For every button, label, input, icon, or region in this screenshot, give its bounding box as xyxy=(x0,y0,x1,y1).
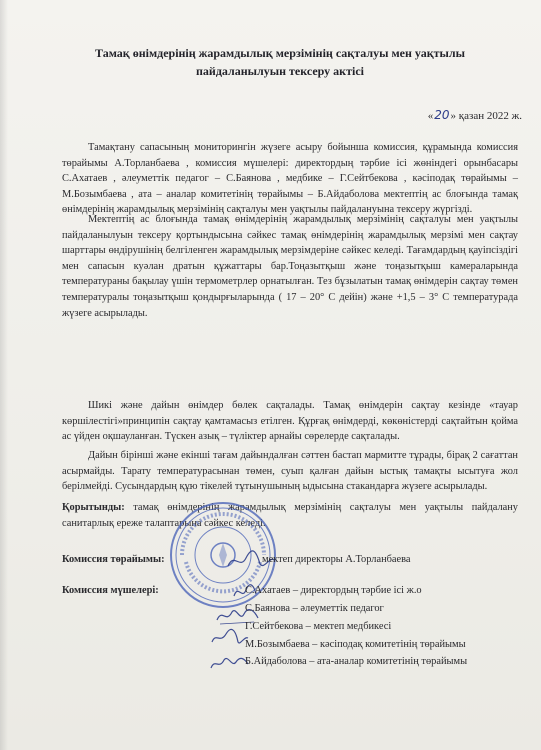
member-entry: С.Ахатаев – директордың тәрбие ісі ж.о xyxy=(245,585,422,596)
scan-edge-shadow xyxy=(0,0,8,750)
conclusion-lead: Қорытынды: xyxy=(62,502,125,513)
date-day-handwritten: 20 xyxy=(434,108,450,122)
members-label: Комиссия мүшелері: xyxy=(62,585,159,596)
conclusion-text: тамақ өнімдерінің жарамдылық мерзімінің сақталуы мен уақтылы пайдалану санитарлық ереже талаптарына сәйкес келеді. xyxy=(62,502,518,529)
date-quote-close: » xyxy=(450,110,457,122)
member-signature-icon xyxy=(208,652,250,674)
chair-name: мектеп директоры А.Торланбаева xyxy=(262,554,411,565)
member-entry: С.Баянова – әлеуметтік педагог xyxy=(245,603,384,614)
paragraph-commission: Тамақтану сапасының мониторингін жүзеге асыру бойынша комиссия, құрамында комиссия төрайымы А.Торланбаева , комиссия мүшелері: директордың тәрбие ісі жөніндегі орынбасары С.Ахатаев , әлеуметтік педагог – С.Баянова , медбике – Г.Сейтбекова , кәсіподақ төрайымы – М.Бозымбаева , ата – аналар комитетінің төрайымы – Б.Айдаболова мектептің ас блоғында тамақ өнімдерінің жарамдылық мерзімінің сақталуы мен уақтылы пайдалануына тексеру жүргізді. xyxy=(62,142,518,216)
paragraph-conclusion xyxy=(62,500,518,531)
paragraph-storage: Шикі және дайын өнімдер бөлек сақталады. Тамақ өнімдерін сақтау кезінде «тауар көршілестігі»принципін сақтау қамтамасыз етілген. Құрғақ өнімдерді, көкөністерді сақтайтын қойма ас үйден оқшауланған. Түскен азық – түліктер арнайы сөрелерде сақталады. xyxy=(62,400,518,443)
chair-label: Комиссия төрайымы: xyxy=(62,554,165,565)
paragraph-inspection-results: Мектептің ас блоғында тамақ өнімдерінің жарамдылық мерзімінің сақталуы мен уақтылы пайдаланылуын тексеру қортындысына сәйкес тамақ өнімдерінің жарамдылық мерзімі мен сақтау шарттары өндірушінің белгіленген жарамдылық мерзімдеріне сәйкес келеді. Тағамдардың қауіпсіздігі мен сапасын куәлан дратын құжаттары бар.Тоңазытқыш және тоңазытқыш камераларында температураны бақылау үшін термометрлер орнатылған. Тез бұзылатын тамақ өнімдерін сақтау төмен температуралы тоңазытқыш қондырғыларында ( 17 – 20° С дейін) және +1,5 – 3° С температурада жүзеге асырылады. xyxy=(62,214,518,319)
date-quote-open: « xyxy=(427,110,434,122)
document-date xyxy=(392,108,522,122)
member-entry: Б.Айдаболова – ата-аналар комитетінің төрайымы xyxy=(245,656,468,667)
document-title: Тамақ өнімдерінің жарамдылық мерзімінің сақталуы мен уақтылы пайдаланылуын тексеру актісі xyxy=(94,46,466,78)
paragraph-serving: Дайын бірінші және екінші тағам дайындалған сәттен бастап мармитте тұрады, бірақ 2 сағаттан асырмайды. Тарату температурасынан төмен, суып қалған дайын ыстық тамақты ысытуға жол берілмейді. Сусындардың құю тікелей тұтынушының ыдысына стакандарға жүзеге асырылады. xyxy=(62,450,518,493)
member-entry: Г.Сейтбекова – мектеп медбикесі xyxy=(245,621,392,632)
member-entry: М.Бозымбаева – кәсіподақ комитетінің төрайымы xyxy=(245,639,466,650)
date-month-year: қазан 2022 ж. xyxy=(458,110,522,122)
member-signature-icon xyxy=(210,628,250,648)
